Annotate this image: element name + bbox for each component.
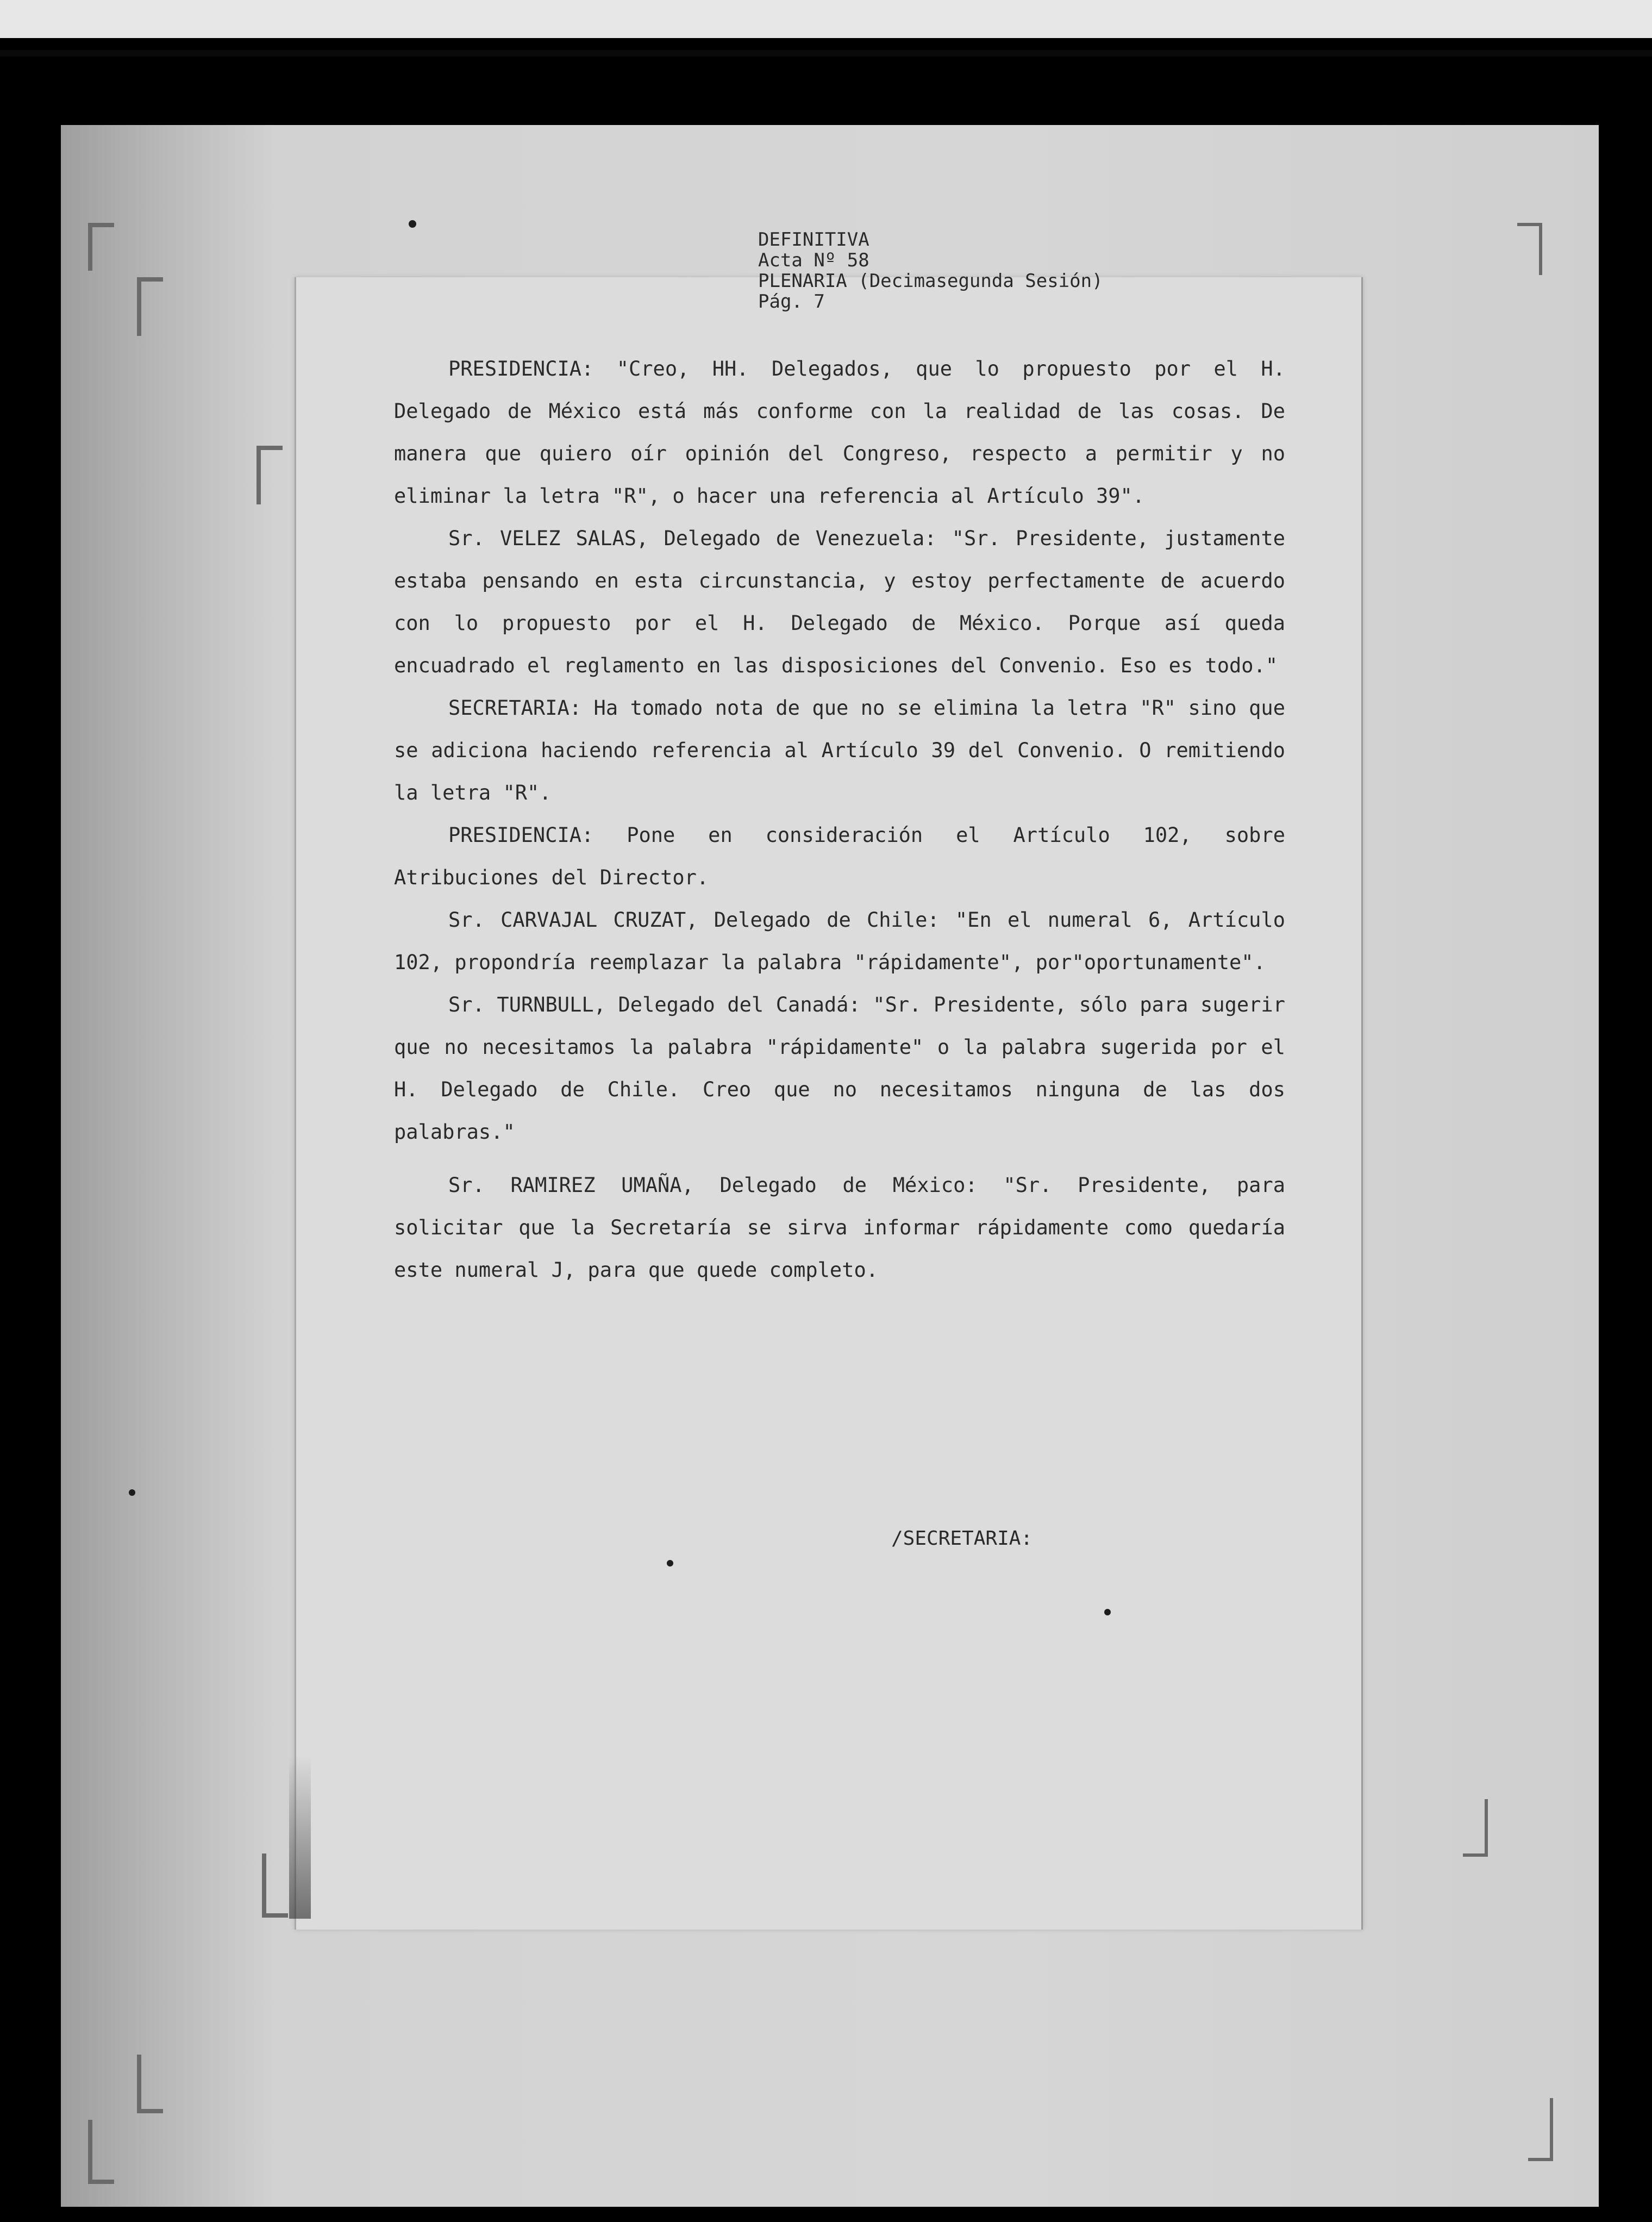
ink-speck	[409, 220, 416, 228]
document-body	[394, 348, 1285, 1291]
crop-mark	[1517, 223, 1542, 275]
ink-speck	[1104, 1609, 1111, 1615]
crop-mark	[262, 1853, 288, 1918]
top-line	[0, 50, 1652, 57]
crop-mark	[256, 446, 283, 504]
paragraph-presidencia-1: PRESIDENCIA: "Creo, HH. Delegados, que lo propuesto por el H. Delegado de México está más conforme con la realidad de las cosas. De manera que quiero oír opinión del Congreso, respecto a permitir y no eliminar la letra "R", o hacer una referencia al Artículo 39".	[394, 357, 1285, 508]
continuation-marker: /SECRETARIA:	[891, 1527, 1033, 1550]
paragraph-carvajal-cruzat: Sr. CARVAJAL CRUZAT, Delegado de Chile: "En el numeral 6, Artículo 102, propondría reemplazar la palabra "rápidamente", por"oportunamente".	[394, 908, 1285, 974]
crop-mark	[1528, 2098, 1553, 2161]
paragraph-velez-salas: Sr. VELEZ SALAS, Delegado de Venezuela: "Sr. Presidente, justamente estaba pensando en esta circunstancia, y estoy perfectamente de acuerdo con lo propuesto por el H. Delegado de México. Porque así queda encuadrado el reglamento en las disposiciones del Convenio. Eso es todo."	[394, 527, 1285, 677]
page-number: Pág. 7	[758, 291, 825, 313]
crop-mark	[88, 2120, 114, 2184]
acta-number: Acta Nº 58	[758, 249, 869, 271]
document-status: DEFINITIVA	[758, 229, 869, 251]
crop-mark	[137, 2055, 163, 2113]
paragraph-presidencia-2: PRESIDENCIA: Pone en consideración el Artículo 102, sobre Atribuciones del Director.	[394, 823, 1285, 889]
paragraph-ramirez-umana: Sr. RAMIREZ UMAÑA, Delegado de México: "Sr. Presidente, para solicitar que la Secretaría se sirva informar rápidamente como quedaría este numeral J, para que quede completo.	[394, 1174, 1285, 1282]
crop-mark	[1463, 1799, 1488, 1857]
document-header	[758, 229, 1103, 312]
crop-mark	[137, 277, 163, 336]
paragraph-turnbull: Sr. TURNBULL, Delegado del Canadá: "Sr. Presidente, sólo para sugerir que no necesitamos la palabra "rápidamente" o la palabra sugerida por el H. Delegado de Chile. Creo que no necesitamos ninguna de las dos palabras."	[394, 993, 1285, 1144]
top-strip	[0, 0, 1652, 38]
session-name: PLENARIA (Decimasegunda Sesión)	[758, 270, 1103, 292]
ink-speck	[667, 1560, 673, 1566]
ink-speck	[129, 1489, 135, 1496]
paragraph-secretaria: SECRETARIA: Ha tomado nota de que no se elimina la letra "R" sino que se adiciona haciendo referencia al Artículo 39 del Convenio. O remitiendo la letra "R".	[394, 696, 1285, 804]
crop-mark	[88, 223, 114, 271]
paper-shadow	[289, 1756, 311, 1919]
